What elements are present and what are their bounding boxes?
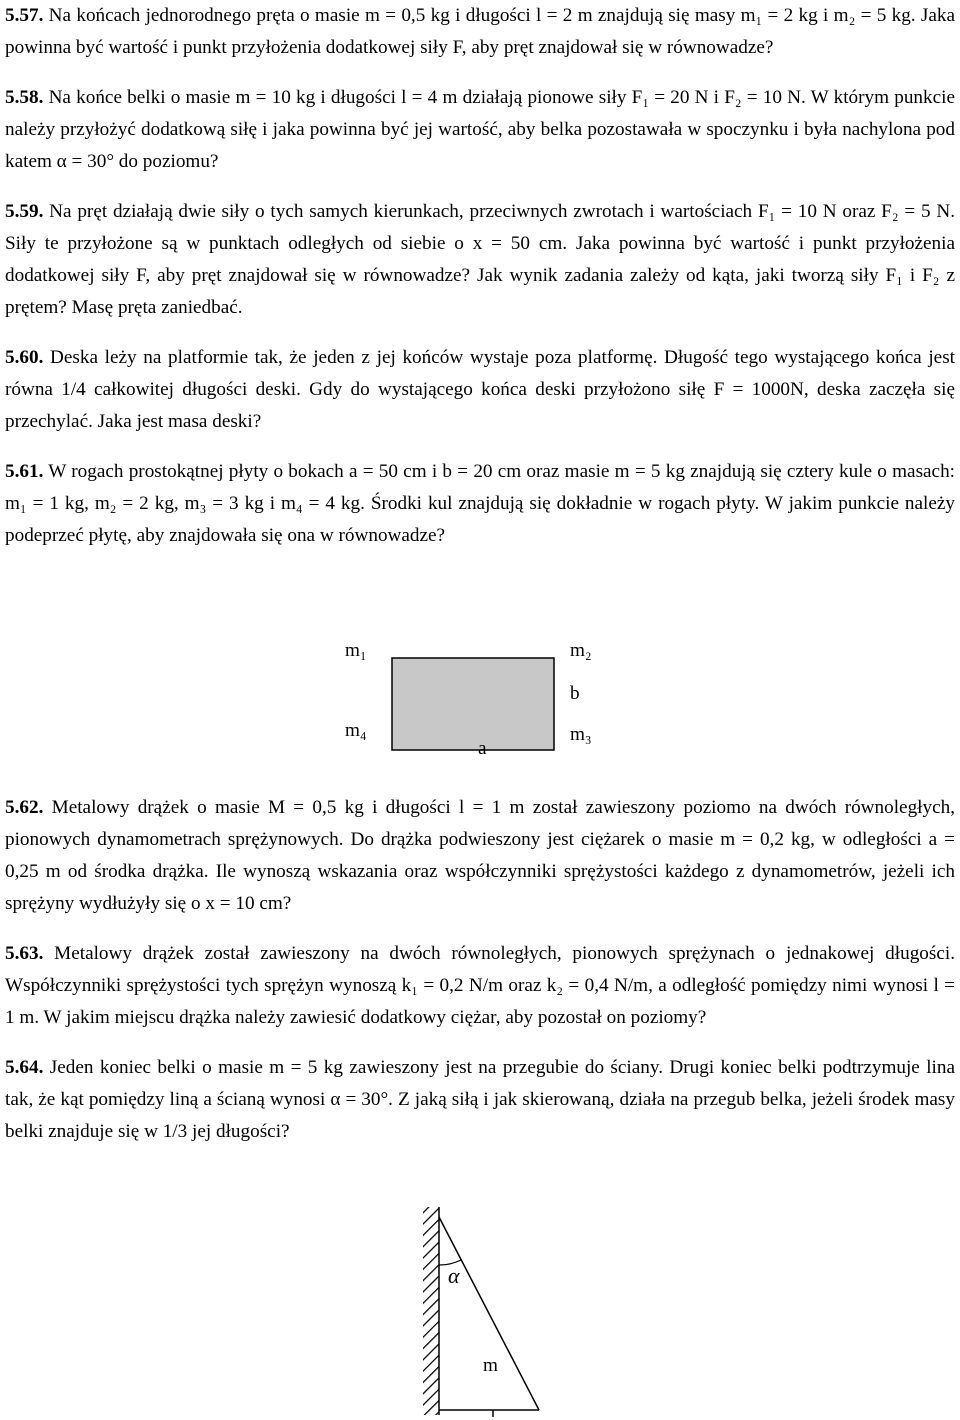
- plate-figure: [0, 640, 960, 780]
- mass-2-label: m₂: [570, 640, 592, 661]
- problem-5-61: [5, 456, 955, 552]
- plate-rectangle: [392, 658, 554, 750]
- document-page-continued: [5, 792, 955, 1148]
- problem-text: Metalowy drążek został zawieszony na dwóch równoległych, pionowych sprężynach o jednakowej długości. Współczynniki sprężystości tych sprężyn wynoszą k₁ = 0,2 N/m oraz k₂ = 0,4 N/m, a odległość pomiędzy nimi wynosi l = 1 m. W jakim miejscu drążka należy zawiesić dodatkowy ciężar, aby pozostał on poziomy?: [5, 943, 955, 1028]
- problem-text: Na pręt działają dwie siły o tych samych kierunkach, przeciwnych zwrotach i wartościach F₁ = 10 N oraz F₂ = 5 N. Siły te przyłożone są w punktach odległych od siebie o x = 50 cm. Jaka powinna być wartość i punkt przyłożenia dodatkowej siły F, aby pręt znajdował się w równowadze? Jak wynik zadania zależy od kąta, jaki tworzą siły F₁ i F₂ z prętem? Masę pręta zaniedbać.: [5, 201, 955, 318]
- wall-hatching: [423, 1207, 439, 1415]
- angle-alpha-label: α: [448, 1263, 460, 1288]
- problem-5-63: [5, 938, 955, 1034]
- problem-5-60: [5, 342, 955, 438]
- problem-5-59: [5, 196, 955, 324]
- problem-number: 5.60.: [5, 347, 44, 368]
- problem-number: 5.58.: [5, 87, 44, 108]
- problem-text: Na końce belki o masie m = 10 kg i długości l = 4 m działają pionowe siły F₁ = 20 N i F₂ = 10 N. W którym punkcie należy przyłożyć dodatkową siłę i jaka powinna być jej wartość, aby belka pozostawała w spoczynku i była nachylona pod katem α = 30° do poziomu?: [5, 87, 955, 172]
- mass-1-label: m₁: [345, 640, 367, 661]
- problem-text: W rogach prostokątnej płyty o bokach a = 50 cm i b = 20 cm oraz masie m = 5 kg znajdują się cztery kule o masach: m₁ = 1 kg, m₂ = 2 kg, m₃ = 3 kg i m₄ = 4 kg. Środki kul znajdują się dokładnie w rogach płyty. W jakim punkcie należy podeprzeć płytę, aby znajdowała się ona w równowadze?: [5, 461, 955, 546]
- document-page: [5, 0, 955, 552]
- side-b-label: b: [570, 683, 580, 704]
- rope-line: [439, 1217, 539, 1410]
- problem-number: 5.57.: [5, 5, 44, 26]
- problem-number: 5.62.: [5, 797, 44, 818]
- problem-text: Na końcach jednorodnego pręta o masie m = 0,5 kg i długości l = 2 m znajdują się masy m₁ = 2 kg i m₂ = 5 kg. Jaka powinna być wartość i punkt przyłożenia dodatkowej siły F, aby pręt znajdował się w równowadze?: [5, 5, 955, 58]
- beam-figure: [0, 1205, 960, 1420]
- problem-number: 5.63.: [5, 943, 44, 964]
- problem-text: Metalowy drążek o masie M = 0,5 kg i długości l = 1 m został zawieszony poziomo na dwóch równoległych, pionowych dynamometrach sprężynowych. Do drążka podwieszony jest ciężarek o masie m = 0,2 kg, w odległości a = 0,25 m od środka drążka. Ile wynoszą wskazania oraz współczynniki sprężystości każdego z dynamometrów, jeżeli ich sprężyny wydłużyły się o x = 10 cm?: [5, 797, 955, 914]
- problem-text: Jeden koniec belki o masie m = 5 kg zawieszony jest na przegubie do ściany. Drugi koniec belki podtrzymuje lina tak, że kąt pomiędzy liną a ścianą wynosi α = 30°. Z jaką siłą i jak skierowaną, działa na przegub belka, jeżeli środek masy belki znajduje się w 1/3 jej długości?: [5, 1057, 955, 1142]
- problem-5-58: [5, 82, 955, 178]
- problem-number: 5.59.: [5, 201, 44, 222]
- problem-5-64: [5, 1052, 955, 1148]
- mass-4-label: m₄: [345, 720, 367, 741]
- problem-5-62: [5, 792, 955, 920]
- beam-diagram: [0, 1205, 960, 1420]
- problem-5-57: [5, 0, 955, 64]
- mass-3-label: m₃: [570, 724, 592, 745]
- problem-text: Deska leży na platformie tak, że jeden z jej końców wystaje poza platformę. Długość tego wystającego końca jest równa 1/4 całkowitej długości deski. Gdy do wystającego końca deski przyłożono siłę F = 1000N, deska zaczęła się przechylać. Jaka jest masa deski?: [5, 347, 955, 432]
- problem-number: 5.64.: [5, 1057, 44, 1078]
- problem-number: 5.61.: [5, 461, 44, 482]
- side-a-label: a: [478, 738, 487, 759]
- mass-m-label: m: [483, 1355, 498, 1376]
